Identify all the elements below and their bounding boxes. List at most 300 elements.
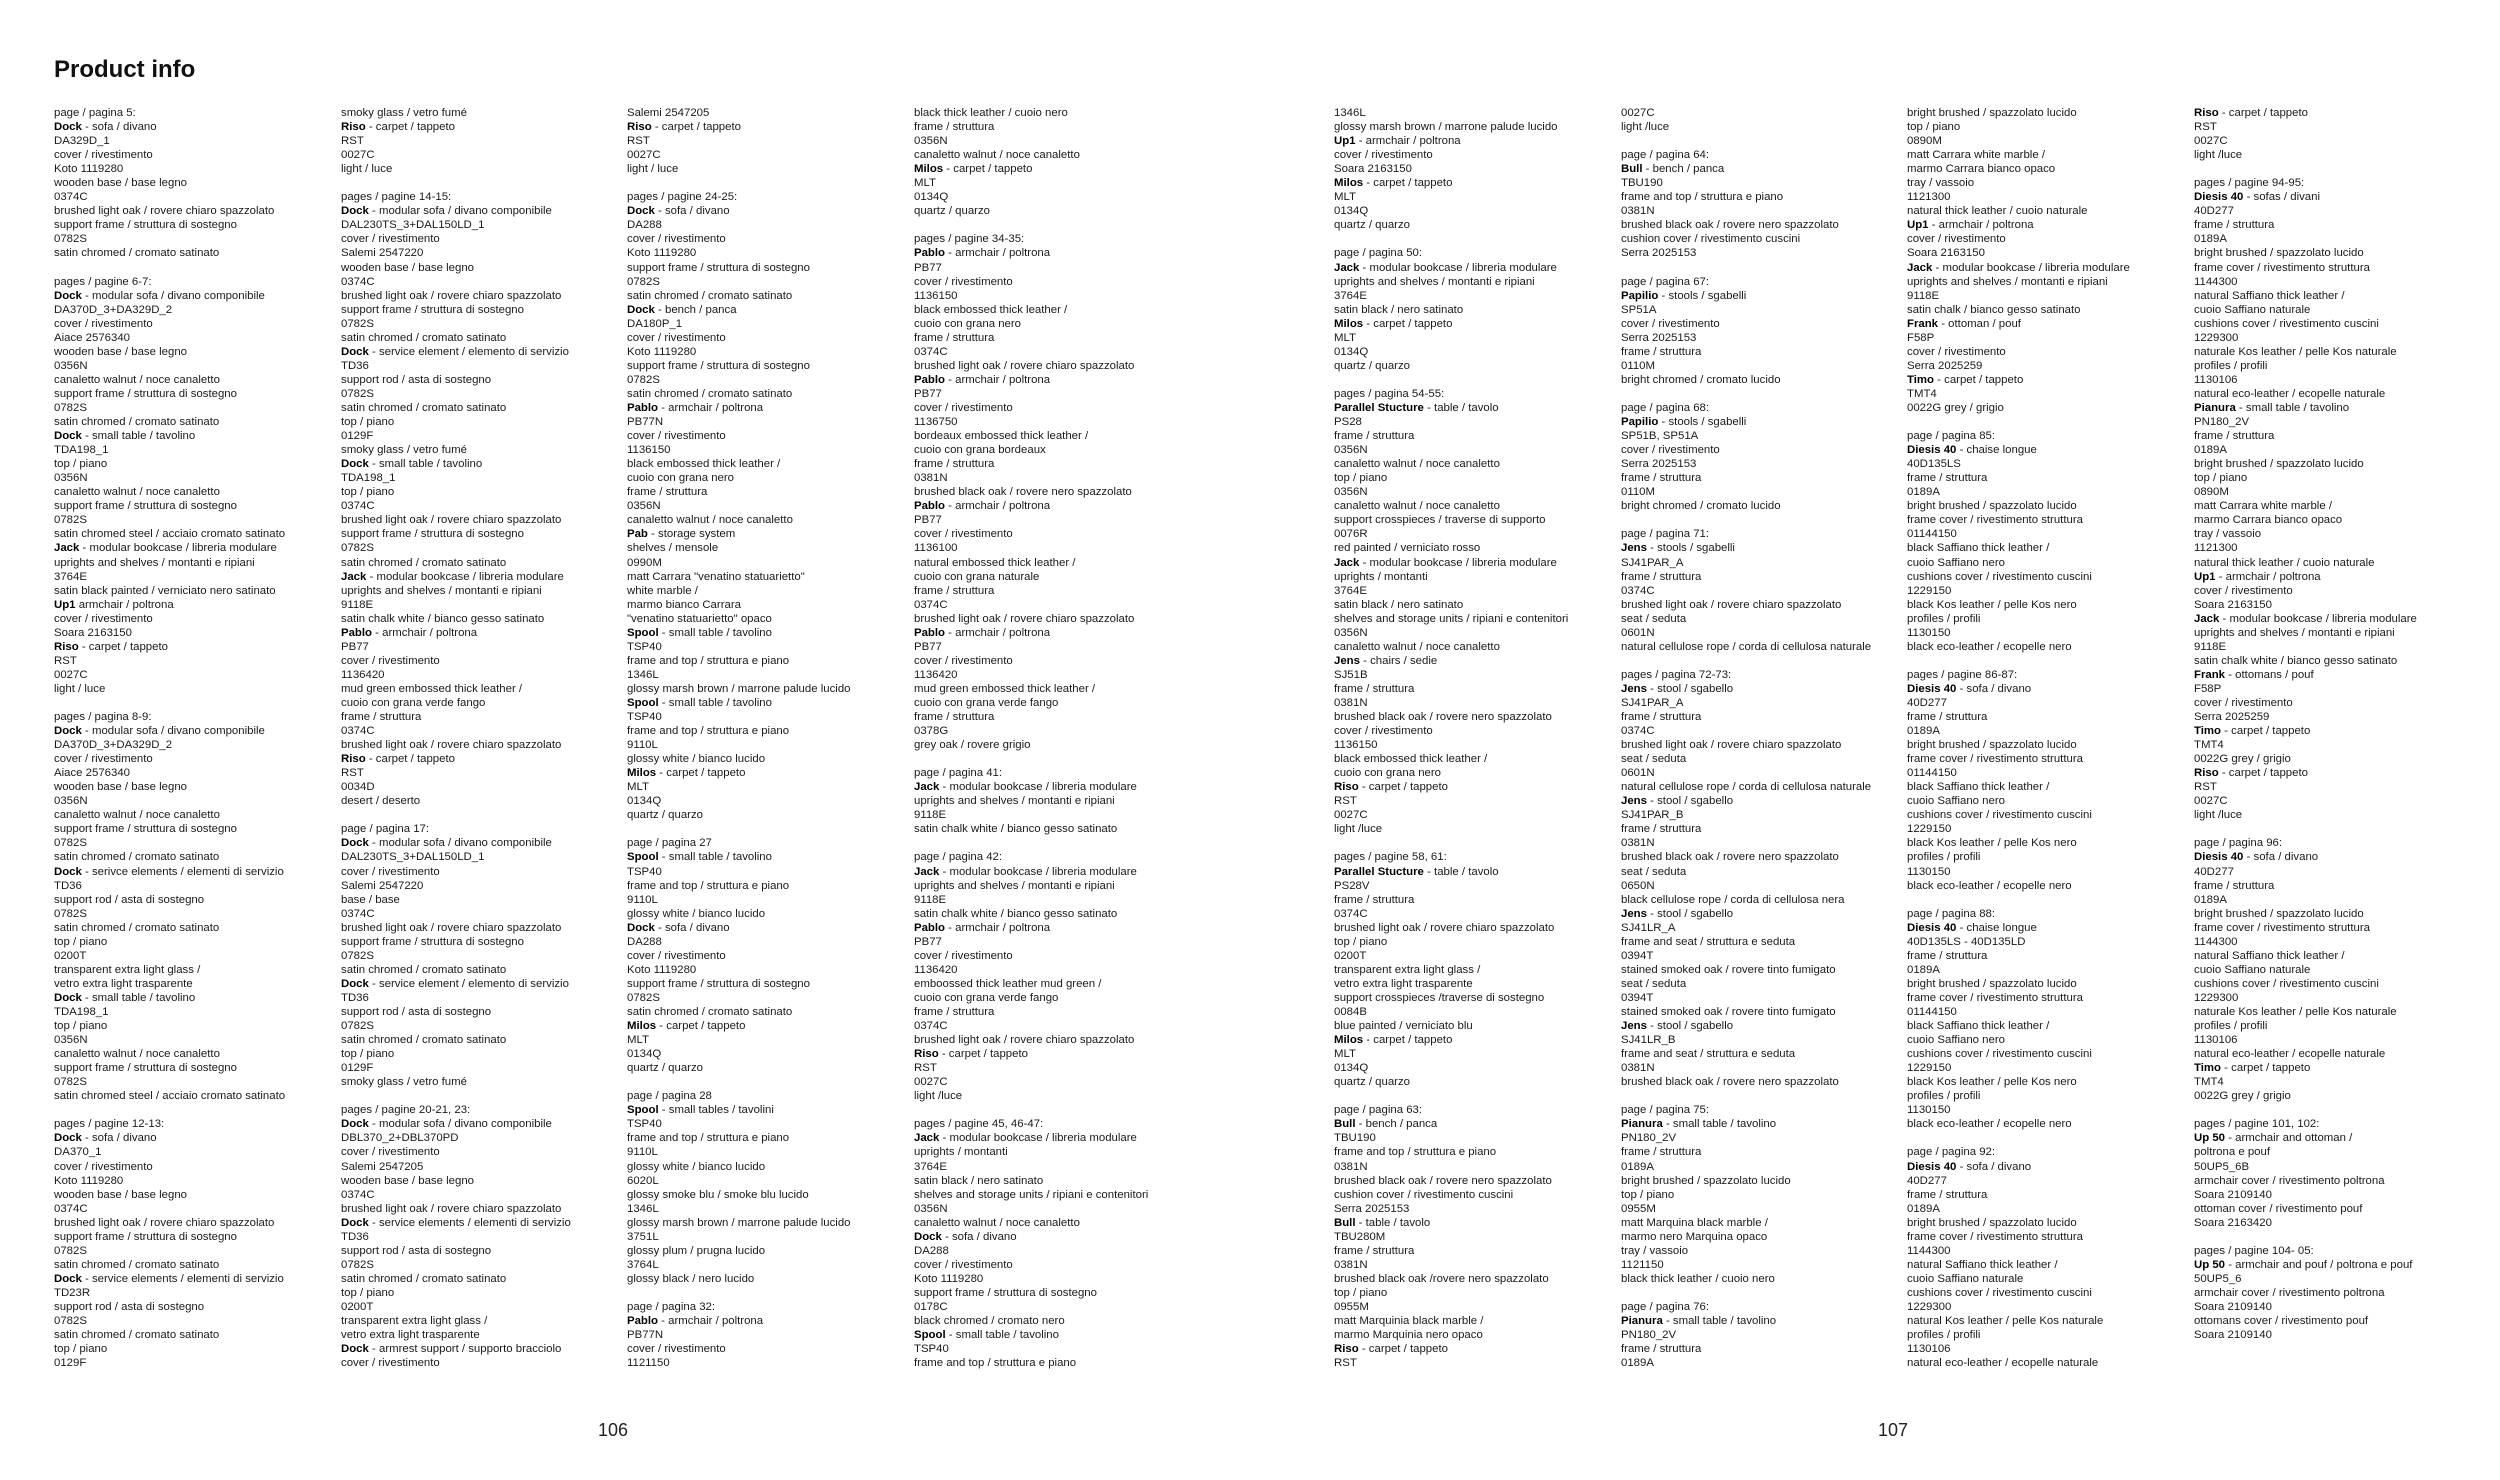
spec-line: TSP40 <box>627 640 662 653</box>
spec-line: ottomans cover / rivestimento pouf <box>2194 1315 2369 1328</box>
product-block <box>627 1300 902 1370</box>
spec-line: Riso - carpet / tappeto <box>914 1048 1028 1061</box>
spec-line: black Kos leather / pelle Kos nero <box>1907 837 2077 850</box>
spec-line: 1121300 <box>1907 191 1951 204</box>
spec-line: support frame / struttura di sostegno <box>341 935 524 948</box>
product-name: Dock <box>341 205 369 218</box>
spec-line: brushed black oak / rovere nero spazzolato <box>914 486 1132 499</box>
spec-line: brushed black oak /rovere nero spazzolato <box>1334 1272 1549 1285</box>
spec-line: Riso - carpet / tappeto <box>54 640 168 653</box>
spec-line: 0356N <box>1334 444 1368 457</box>
spec-line: page / pagina 5: <box>54 107 136 119</box>
spec-line: 1346L <box>627 1202 659 1215</box>
spec-line: cuoio con grana verde fango <box>914 696 1059 709</box>
spec-line: shelves / mensole <box>627 542 719 555</box>
spec-line: 1144300 <box>1907 1244 1951 1257</box>
product-name: Parallel Stucture <box>1334 865 1424 878</box>
spec-line: bright brushed / spazzolato lucido <box>1621 1174 1791 1187</box>
spec-line: Dock - modular sofa / divano componibile <box>341 1118 552 1131</box>
spec-line: cover / rivestimento <box>341 1357 440 1370</box>
column-5 <box>1334 106 1609 1384</box>
spec-line: Riso - carpet / tappeto <box>627 121 741 134</box>
product-name: Jack <box>914 1132 940 1145</box>
spec-line: naturale Kos leather / pelle Kos naturale <box>2194 1006 2397 1018</box>
spec-line: support frame / struttura di sostegno <box>54 500 237 513</box>
spec-line: 0027C <box>1621 107 1655 119</box>
spec-line: support frame / struttura di sostegno <box>54 1062 237 1075</box>
product-name: Dock <box>54 1132 82 1145</box>
spec-line: Up 50 - armchair and ottoman / <box>2194 1132 2353 1145</box>
product-name: Dock <box>54 725 82 738</box>
spec-line: 0381N <box>914 472 948 485</box>
spec-line: 0782S <box>341 1258 374 1271</box>
spec-line: "venatino statuarietto" opaco <box>627 612 772 625</box>
spec-line: TDA198_1 <box>54 1006 109 1018</box>
spec-line: 0022G grey / grigio <box>2194 753 2291 766</box>
product-name: Pablo <box>914 247 946 260</box>
spec-line: page / pagina 96: <box>2194 837 2283 850</box>
spec-line: SJ51B <box>1334 668 1368 681</box>
spec-line: cuoio Saffiano naturale <box>1907 1272 2024 1285</box>
spec-line: frame / struttura <box>1621 711 1702 724</box>
spec-line: Soara 2163150 <box>54 626 132 639</box>
spec-line: satin chromed / cromato satinato <box>341 556 507 569</box>
spec-line: support frame / struttura di sostegno <box>914 1286 1097 1299</box>
spec-line: satin chromed / cromato satinato <box>627 1006 793 1018</box>
spec-line: cover / rivestimento <box>627 233 726 246</box>
spec-line: Dock - bench / panca <box>627 303 737 316</box>
spec-line: frame cover / rivestimento struttura <box>1907 1230 2083 1243</box>
spec-line: stained smoked oak / rovere tinto fumigato <box>1621 1006 1836 1018</box>
spec-line: top / piano <box>1907 121 1961 134</box>
spec-line: black Saffiano thick leather / <box>1907 542 2050 555</box>
product-block <box>341 822 616 1089</box>
product-block <box>1621 668 1896 1089</box>
spec-line: cover / rivestimento <box>54 753 153 766</box>
spec-line: RST <box>1334 795 1357 808</box>
spec-line: 0782S <box>54 907 87 920</box>
spec-line: 1130106 <box>1907 1343 1951 1356</box>
spec-line: TBU190 <box>1621 177 1663 190</box>
product-name: Jens <box>1621 1020 1647 1033</box>
spec-line: cover / rivestimento <box>54 612 153 625</box>
spec-line: TSP40 <box>627 865 662 878</box>
spec-line: 1130150 <box>1907 1104 1951 1117</box>
spec-line: MLT <box>1334 331 1356 344</box>
spec-line: frame / struttura <box>914 331 995 344</box>
spec-line: canaletto walnut / noce canaletto <box>54 373 220 386</box>
spec-line: matt Marquina black marble / <box>1621 1216 1768 1229</box>
spec-line: Timo - carpet / tappeto <box>1907 373 2024 386</box>
spec-line: Spool - small tables / tavolini <box>627 1104 774 1117</box>
product-block <box>341 190 616 808</box>
spec-line: light /luce <box>914 1090 963 1103</box>
product-block <box>1907 1145 2182 1370</box>
spec-line: glossy marsh brown / marrone palude lucido <box>627 1216 851 1229</box>
spec-line: page / pagina 32: <box>627 1300 716 1313</box>
spec-line: seat / seduta <box>1621 612 1687 625</box>
product-name: Spool <box>627 696 659 709</box>
spec-line: 9118E <box>914 809 947 822</box>
spec-line: 0027C <box>1334 809 1368 822</box>
spec-line: 0381N <box>1334 1258 1368 1271</box>
spec-line: matt Carrara "venatino statuarietto" <box>627 570 805 583</box>
spec-line: Bull - table / tavolo <box>1334 1216 1431 1229</box>
spec-line: 1136420 <box>914 963 958 976</box>
spec-line: ottoman cover / rivestimento pouf <box>2194 1202 2363 1215</box>
spec-line: light / luce <box>341 163 393 176</box>
spec-line: white marble / <box>627 584 698 597</box>
spec-line: satin chromed steel / acciaio cromato satinato <box>54 528 286 541</box>
spec-line: 0129F <box>54 1357 87 1370</box>
spec-line: top / piano <box>54 458 108 471</box>
spec-line: TSP40 <box>627 1118 662 1131</box>
spec-line: profiles / profili <box>1907 1090 1981 1103</box>
spec-line: 0990M <box>627 556 662 569</box>
spec-line: smoky glass / vetro fumé <box>341 107 467 119</box>
spec-line: support rod / asta di sostegno <box>341 1244 492 1257</box>
spec-line: smoky glass / vetro fumé <box>341 1076 467 1089</box>
spec-line: Koto 1119280 <box>627 345 697 358</box>
spec-line: cover / rivestimento <box>1907 233 2006 246</box>
spec-line: 0356N <box>54 359 88 372</box>
product-name: Pablo <box>627 401 659 414</box>
product-name: Jens <box>1621 542 1647 555</box>
spec-line: Parallel Stucture - table / tavolo <box>1334 865 1499 878</box>
spec-line: TMT4 <box>2194 739 2224 752</box>
product-name: Dock <box>54 865 82 878</box>
spec-line: page / pagina 75: <box>1621 1104 1710 1117</box>
spec-line: quartz / quarzo <box>914 205 990 218</box>
spec-line: Jens - stool / sgabello <box>1621 795 1734 808</box>
spec-line: 0955M <box>1621 1202 1656 1215</box>
spec-line: uprights / montanti <box>1334 570 1428 583</box>
product-block <box>1621 106 1896 134</box>
product-name: Timo <box>2194 725 2222 738</box>
spec-line: 3764E <box>914 1160 947 1173</box>
product-name: Jens <box>1621 795 1647 808</box>
spec-line: marmo bianco Carrara <box>627 598 741 611</box>
product-name: Up1 <box>1907 219 1929 232</box>
product-block <box>1334 1103 1609 1370</box>
product-block <box>914 850 1189 1103</box>
spec-line: 0110M <box>1621 486 1655 499</box>
spec-line: naturale Kos leather / pelle Kos naturale <box>2194 345 2397 358</box>
spec-line: 0782S <box>341 1020 374 1033</box>
spec-line: SJ41PAR_A <box>1621 556 1684 569</box>
spec-line: 0374C <box>1621 584 1655 597</box>
spec-line: canaletto walnut / noce canaletto <box>54 1048 220 1061</box>
spec-line: 0134Q <box>1334 1062 1369 1075</box>
page-number-right: 107 <box>1878 1420 1909 1440</box>
spec-line: 9118E <box>341 598 374 611</box>
spec-line: TD23R <box>54 1286 91 1299</box>
spec-line: Jack - modular bookcase / libreria modulare <box>1334 261 1557 274</box>
spec-line: vetro extra light trasparente <box>341 1329 480 1342</box>
spec-line: Jack - modular bookcase / libreria modulare <box>1334 556 1557 569</box>
spec-line: tray / vassoio <box>1621 1244 1689 1257</box>
spec-line: TBU190 <box>1334 1132 1376 1145</box>
spec-line: black eco-leather / ecopelle nero <box>1907 879 2072 892</box>
product-name: Pablo <box>914 921 946 934</box>
spec-line: Diesis 40 - chaise longue <box>1907 444 2037 457</box>
spec-line: TD36 <box>54 879 82 892</box>
spec-line: RST <box>341 135 364 148</box>
spec-line: Pablo - armchair / poltrona <box>341 626 478 639</box>
spec-line: 0601N <box>1621 626 1655 639</box>
spec-line: 0027C <box>341 149 375 162</box>
spec-line: Serra 2025153 <box>1621 247 1697 260</box>
spec-line: light /luce <box>1334 823 1383 836</box>
spec-line: SP51A <box>1621 303 1657 316</box>
spec-line: 0650N <box>1621 879 1655 892</box>
spec-line: 0374C <box>54 1202 88 1215</box>
spec-line: Aiace 2576340 <box>54 331 131 344</box>
spec-line: SJ41PAR_B <box>1621 809 1684 822</box>
spec-line: transparent extra light glass / <box>54 963 201 976</box>
spec-line: cover / rivestimento <box>1621 444 1720 457</box>
page-title: Product info <box>54 56 196 83</box>
spec-line: Up1 - armchair / poltrona <box>2194 570 2321 583</box>
spec-line: Dock - service elements / elementi di servizio <box>54 1272 284 1285</box>
spec-line: support crosspieces / traverse di supporto <box>1334 514 1546 527</box>
spec-line: DA288 <box>914 1244 949 1257</box>
spec-line: Koto 1119280 <box>54 1174 124 1187</box>
spec-line: top / piano <box>341 486 395 499</box>
product-block <box>1621 1103 1896 1286</box>
spec-line: 0374C <box>341 725 375 738</box>
spec-line: cover / rivestimento <box>627 1343 726 1356</box>
spec-line: light /luce <box>2194 809 2243 822</box>
product-name: Diesis 40 <box>1907 1160 1957 1173</box>
spec-line: 6020L <box>627 1174 659 1187</box>
product-name: Pianura <box>1621 1315 1663 1328</box>
spec-line: support rod / asta di sostegno <box>341 1006 492 1018</box>
spec-line: Dock - modular sofa / divano componibile <box>54 289 265 302</box>
spec-line: satin chromed / cromato satinato <box>341 963 507 976</box>
spec-line: TSP40 <box>627 711 662 724</box>
spec-line: wooden base / base legno <box>54 177 187 190</box>
spec-line: satin chromed / cromato satinato <box>54 921 220 934</box>
spec-line: Dock - sofa / divano <box>54 1132 157 1145</box>
spec-line: frame and top / struttura e piano <box>1621 191 1784 204</box>
spec-line: satin chromed steel / acciaio cromato satinato <box>54 1090 286 1103</box>
spec-line: frame / struttura <box>914 458 995 471</box>
spec-line: profiles / profili <box>2194 359 2268 372</box>
product-name: Milos <box>1334 317 1364 330</box>
product-name: Jack <box>914 865 940 878</box>
spec-line: 0189A <box>1907 486 1940 499</box>
spec-line: 0782S <box>341 387 374 400</box>
spec-line: 1136150 <box>627 444 671 457</box>
product-name: Dock <box>341 1343 369 1356</box>
spec-line: 0356N <box>54 1034 88 1047</box>
spec-line: canaletto walnut / noce canaletto <box>914 1216 1080 1229</box>
product-name: Up1 <box>2194 570 2216 583</box>
product-name: Milos <box>914 163 944 176</box>
spec-line: frame / struttura <box>1334 1244 1415 1257</box>
spec-line: natural embossed thick leather / <box>914 556 1076 569</box>
spec-line: 0890M <box>2194 486 2229 499</box>
spec-line: page / pagina 27 <box>627 837 712 850</box>
spec-line: top / piano <box>54 1343 108 1356</box>
spec-line: pages / pagine 45, 46-47: <box>914 1118 1044 1131</box>
spec-line: 01144150 <box>1907 1006 1957 1018</box>
spec-line: brushed light oak / rovere chiaro spazzolato <box>341 921 562 934</box>
spec-line: 0189A <box>1907 725 1940 738</box>
spec-line: 1121150 <box>1621 1258 1664 1271</box>
spec-line: brushed black oak / rovere nero spazzolato <box>1621 219 1839 232</box>
product-name: Diesis 40 <box>1907 682 1957 695</box>
spec-line: 1136150 <box>1334 739 1378 752</box>
spec-line: 1229300 <box>2194 991 2239 1004</box>
product-name: Spool <box>914 1329 946 1342</box>
spec-line: Dock - modular sofa / divano componibile <box>341 205 552 218</box>
spec-line: support frame / struttura di sostegno <box>627 359 810 372</box>
spec-line: natural thick leather / cuoio naturale <box>1907 205 2088 218</box>
spec-line: natural eco-leather / ecopelle naturale <box>2194 387 2386 400</box>
spec-line: stained smoked oak / rovere tinto fumigato <box>1621 963 1836 976</box>
product-name: Dock <box>54 1272 82 1285</box>
spec-line: PN180_2V <box>2194 416 2250 429</box>
spec-line: black chromed / cromato nero <box>914 1315 1065 1328</box>
spec-line: satin black / nero satinato <box>1334 303 1464 316</box>
spec-line: TD36 <box>341 991 369 1004</box>
spec-line: cover / rivestimento <box>54 149 153 162</box>
spec-line: Riso - carpet / tappeto <box>341 121 455 134</box>
spec-line: support frame / struttura di sostegno <box>627 261 810 274</box>
spec-line: Diesis 40 - sofa / divano <box>1907 682 2032 695</box>
spec-line: natural Kos leather / pelle Kos naturale <box>1907 1315 2104 1328</box>
spec-line: 0200T <box>1334 949 1367 962</box>
spec-line: 50UP5_6 <box>2194 1272 2242 1285</box>
spec-line: Jack - modular bookcase / libreria modulare <box>914 865 1137 878</box>
product-name: Jack <box>1907 261 1933 274</box>
spec-line: 0782S <box>341 542 374 555</box>
product-name: Jack <box>914 781 940 794</box>
spec-line: Diesis 40 - sofa / divano <box>1907 1160 2032 1173</box>
spec-line: bright brushed / spazzolato lucido <box>2194 458 2364 471</box>
spec-line: 0134Q <box>1334 345 1369 358</box>
spec-line: red painted / verniciato rosso <box>1334 542 1481 555</box>
spec-line: frame and top / struttura e piano <box>1334 1146 1497 1159</box>
spec-line: 0110M <box>1621 359 1655 372</box>
spec-line: 1130106 <box>2194 373 2238 386</box>
spec-line: cover / rivestimento <box>54 317 153 330</box>
spec-line: 1121150 <box>627 1357 670 1370</box>
product-block <box>2194 836 2469 1103</box>
product-name: Jack <box>54 542 80 555</box>
spec-line: Jens - stool / sgabello <box>1621 682 1734 695</box>
spec-line: black eco-leather / ecopelle nero <box>1907 640 2072 653</box>
product-name: Frank <box>1907 317 1939 330</box>
spec-line: glossy marsh brown / marrone palude lucido <box>627 682 851 695</box>
spec-line: canaletto walnut / noce canaletto <box>1334 500 1500 513</box>
spec-line: frame / struttura <box>1334 893 1415 906</box>
column-7 <box>1907 106 2182 1384</box>
spec-line: cover / rivestimento <box>914 949 1013 962</box>
spec-line: brushed light oak / rovere chiaro spazzolato <box>341 1202 562 1215</box>
spec-line: 0381N <box>1621 205 1655 218</box>
spec-line: Dock - sofa / divano <box>54 121 157 134</box>
spec-line: pages / pagine 12-13: <box>54 1118 165 1131</box>
spec-line: black cellulose rope / corda di cellulosa nera <box>1621 893 1845 906</box>
spec-line: Pablo - armchair / poltrona <box>914 626 1051 639</box>
spec-line: frame cover / rivestimento struttura <box>2194 261 2370 274</box>
product-name: Dock <box>54 121 82 134</box>
spec-line: Milos - carpet / tappeto <box>627 1020 746 1033</box>
spec-line: 1144300 <box>2194 935 2238 948</box>
product-name: Dock <box>54 991 82 1004</box>
spec-line: F58P <box>1907 331 1935 344</box>
spec-line: Riso - carpet / tappeto <box>341 753 455 766</box>
spec-line: 1144300 <box>2194 275 2238 288</box>
product-name: Jens <box>1621 907 1647 920</box>
product-name: Riso <box>54 640 79 653</box>
product-name: Dock <box>627 921 655 934</box>
product-block <box>2194 106 2469 162</box>
spec-line: 0034D <box>341 781 375 794</box>
spec-line: brushed light oak / rovere chiaro spazzolato <box>914 359 1135 372</box>
product-block <box>1334 246 1609 372</box>
spec-line: 0076R <box>1334 528 1368 541</box>
spec-line: Soara 2109140 <box>2194 1188 2272 1201</box>
product-block <box>627 106 902 176</box>
product-name: Riso <box>2194 767 2219 780</box>
spec-line: brushed light oak / rovere chiaro spazzolato <box>54 205 275 218</box>
spec-line: 1229300 <box>2194 331 2239 344</box>
spec-line: marmo Carrara bianco opaco <box>1907 163 2056 176</box>
product-name: Papilio <box>1621 416 1659 429</box>
spec-line: light / luce <box>627 163 679 176</box>
spec-line: Jack - modular bookcase / libreria modulare <box>914 1132 1137 1145</box>
spec-line: 0134Q <box>1334 205 1369 218</box>
spec-line: 9118E <box>2194 640 2227 653</box>
spec-line: frame / struttura <box>1907 711 1988 724</box>
spec-line: frame and top / struttura e piano <box>627 654 790 667</box>
spec-line: brushed light oak / rovere chiaro spazzolato <box>1621 598 1842 611</box>
spec-line: frame / struttura <box>914 1006 995 1018</box>
spec-line: frame / struttura <box>627 486 708 499</box>
spec-line: support frame / struttura di sostegno <box>54 219 237 232</box>
product-name: Timo <box>2194 1062 2222 1075</box>
spec-line: black thick leather / cuoio nero <box>1621 1272 1775 1285</box>
spec-line: support frame / struttura di sostegno <box>341 303 524 316</box>
spec-line: 50UP5_6B <box>2194 1160 2250 1173</box>
spec-line: PB77 <box>914 387 942 400</box>
spec-line: 40D277 <box>1907 1174 1947 1187</box>
spec-line: glossy plum / prugna lucido <box>627 1244 766 1257</box>
spec-line: top / piano <box>341 1286 395 1299</box>
spec-line: 0189A <box>1621 1357 1654 1370</box>
spec-line: black Saffiano thick leather / <box>1907 781 2050 794</box>
spec-line: top / piano <box>54 935 108 948</box>
spec-line: Papilio - stools / sgabelli <box>1621 289 1747 302</box>
spec-line: 1121300 <box>2194 542 2238 555</box>
spec-line: 1136100 <box>914 542 958 555</box>
spec-line: glossy black / nero lucido <box>627 1272 755 1285</box>
product-name: Dock <box>54 289 82 302</box>
spec-line: vetro extra light trasparente <box>1334 977 1473 990</box>
spec-line: support frame / struttura di sostegno <box>341 528 524 541</box>
product-name: Riso <box>1334 1343 1359 1356</box>
spec-line: canaletto walnut / noce canaletto <box>1334 640 1500 653</box>
spec-line: cuoio con grana nero <box>1334 767 1442 780</box>
spec-line: MLT <box>1334 191 1356 204</box>
spec-line: 0189A <box>2194 444 2227 457</box>
product-block <box>1621 1300 1896 1370</box>
spec-line: page / pagina 63: <box>1334 1104 1423 1117</box>
